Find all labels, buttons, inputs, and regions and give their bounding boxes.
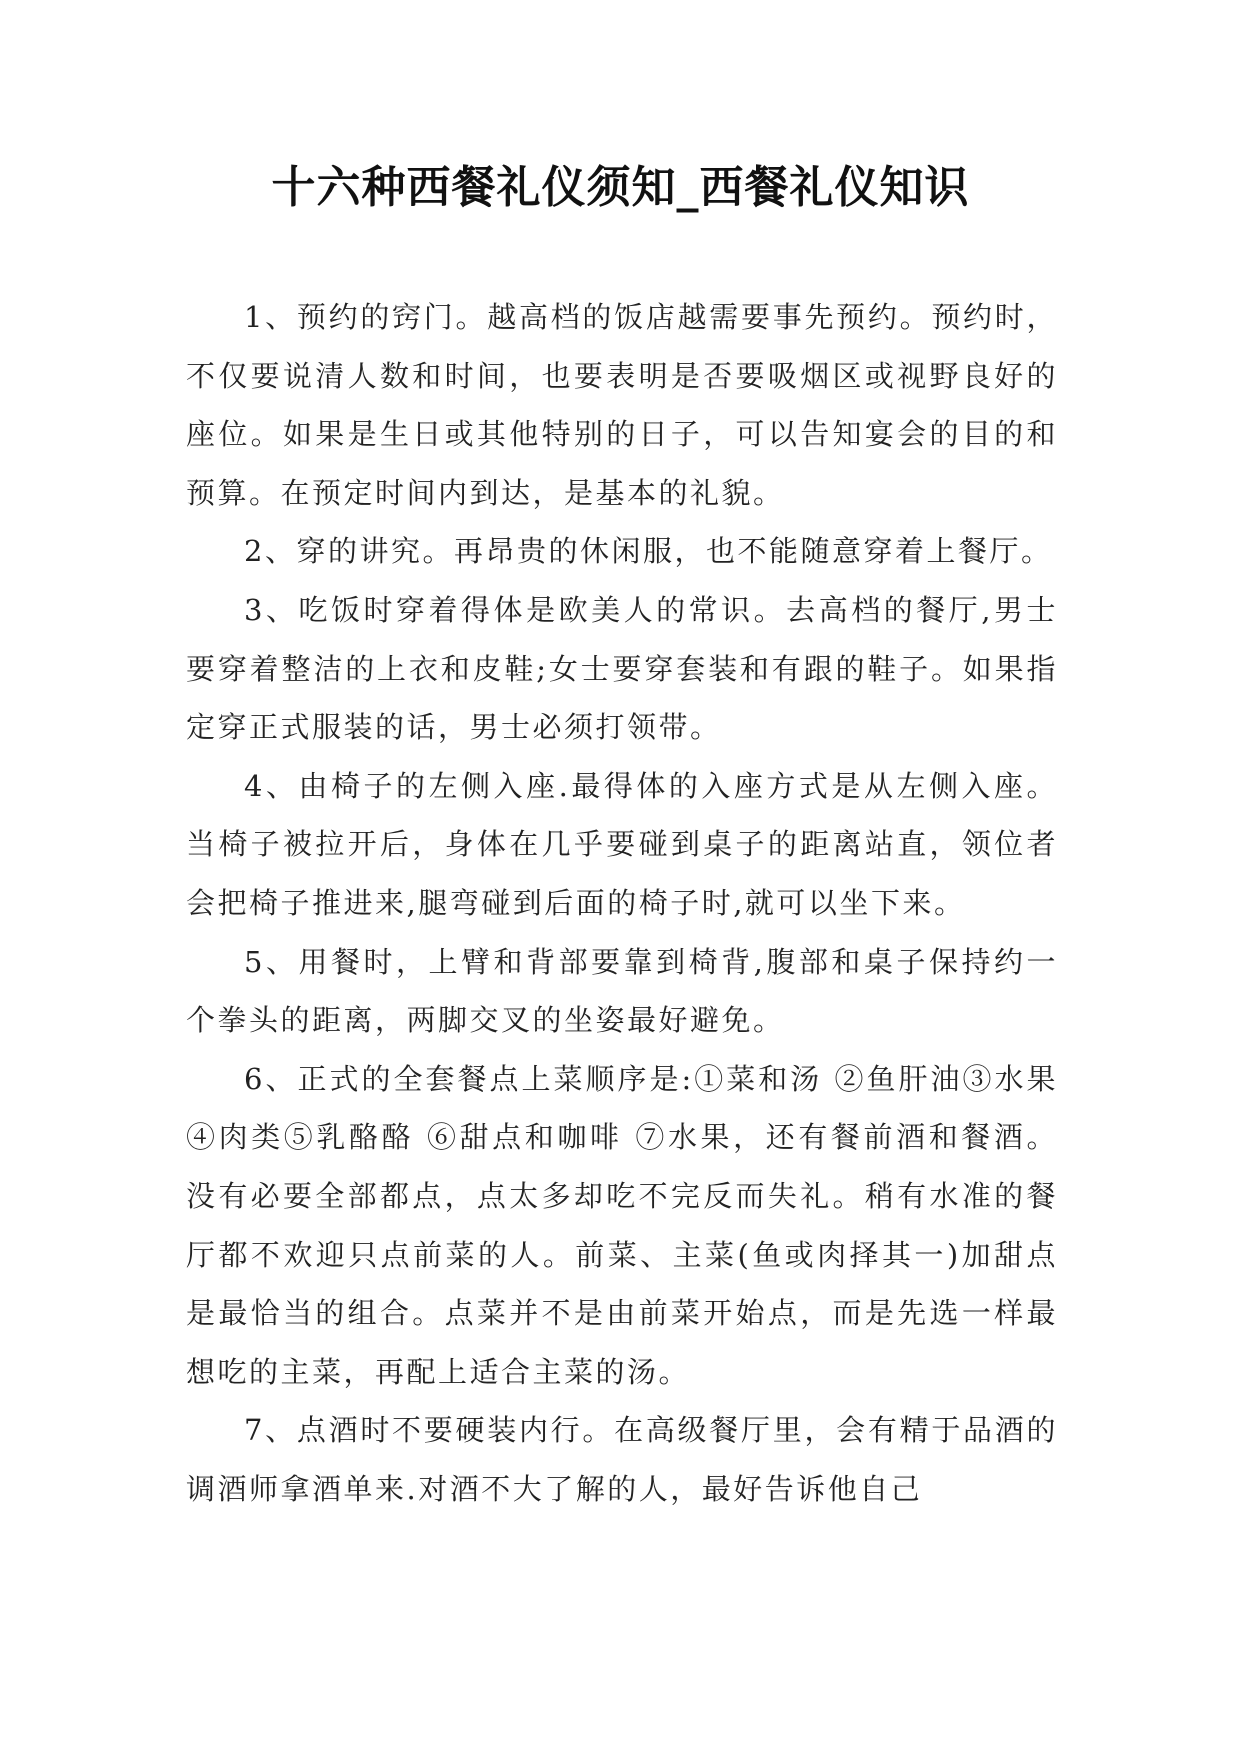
paragraph-1: 1、预约的窍门。越高档的饭店越需要事先预约。预约时，不仅要说清人数和时间，也要表明是否要吸烟区或视野良好的座位。如果是生日或其他特别的日子，可以告知宴会的目的和预算。在预定时间内到达，是基本的礼貌。 [186, 300, 1058, 510]
paragraph-6: 6、正式的全套餐点上菜顺序是:①菜和汤 ②鱼肝油③水果④肉类⑤乳酪酪 ⑥甜点和咖啡 ⑦水果，还有餐前酒和餐酒。没有必要全部都点，点太多却吃不完反而失礼。稍有水准的餐厅都不欢迎只点前菜的人。前菜、主菜(鱼或肉择其一)加甜点是最恰当的组合。点菜并不是由前菜开始点，而是先选一样最想吃的主菜，再配上适合主菜的汤。 [186, 1061, 1058, 1389]
paragraph-3: 3、吃饭时穿着得体是欧美人的常识。去高档的餐厅,男士要穿着整洁的上衣和皮鞋;女士要穿套装和有跟的鞋子。如果指定穿正式服装的话，男士必须打领带。 [186, 592, 1058, 745]
paragraph-5: 5、用餐时，上臂和背部要靠到椅背,腹部和桌子保持约一个拳头的距离，两脚交叉的坐姿最好避免。 [186, 944, 1058, 1038]
paragraph-4: 4、由椅子的左侧入座.最得体的入座方式是从左侧入座。当椅子被拉开后，身体在几乎要碰到桌子的距离站直，领位者会把椅子推进来,腿弯碰到后面的椅子时,就可以坐下来。 [186, 768, 1058, 920]
document-title: 十六种西餐礼仪须知_西餐礼仪知识 [271, 162, 970, 213]
paragraph-2: 2、穿的讲究。再昂贵的休闲服，也不能随意穿着上餐厅。 [244, 534, 1053, 569]
paragraph-7: 7、点酒时不要硬装内行。在高级餐厅里，会有精于品酒的调酒师拿酒单来.对酒不大了解的人，最好告诉他自己 [186, 1413, 1058, 1506]
document-body [186, 288, 1058, 1518]
